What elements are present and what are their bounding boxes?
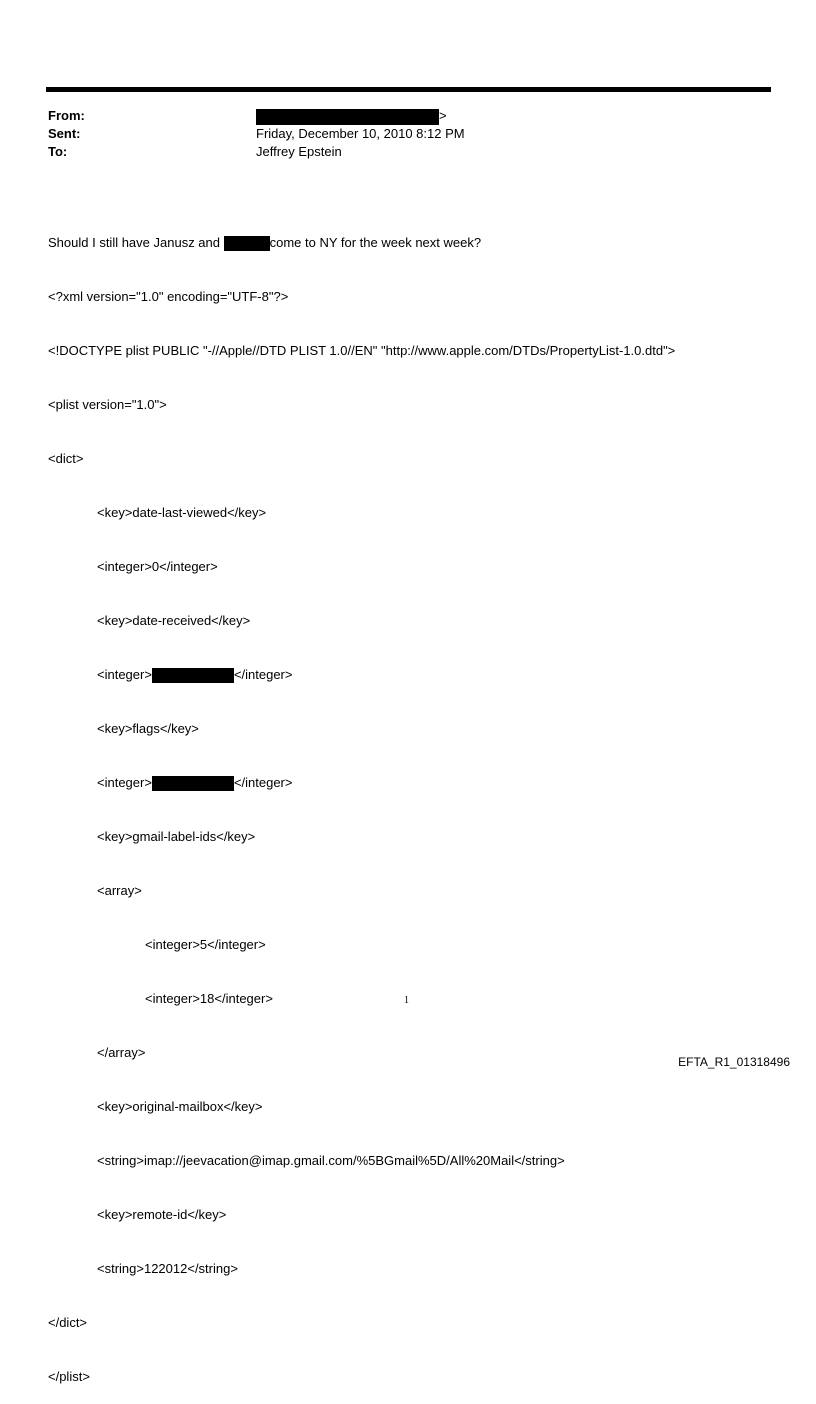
body-line: <integer> </integer>: [97, 667, 293, 682]
body-line: <key>remote-id</key>: [97, 1207, 227, 1222]
bates-number: EFTA_R1_01318496: [678, 1055, 790, 1069]
redaction-box: [224, 236, 270, 251]
to-value: Jeffrey Epstein: [256, 144, 342, 159]
body-line: <plist version="1.0">: [48, 397, 167, 412]
to-label: To:: [48, 144, 68, 159]
body-line: Should I still have Janusz and come to NY for the week next week?: [48, 235, 482, 250]
page-number: 1: [404, 995, 409, 1006]
redaction-box: [152, 776, 234, 791]
from-value: >: [256, 107, 447, 125]
body-line: <integer>18</integer>: [145, 991, 273, 1006]
sent-label: Sent:: [48, 126, 81, 141]
body-line: </dict>: [48, 1315, 88, 1330]
redaction-box: [152, 668, 234, 683]
body-line: <dict>: [48, 451, 84, 466]
body-line: <key>date-last-viewed</key>: [97, 505, 267, 520]
header-rule: [46, 87, 771, 92]
body-line: <key>original-mailbox</key>: [97, 1099, 263, 1114]
body-line: <key>gmail-label-ids</key>: [97, 829, 256, 844]
redaction-box: [256, 109, 439, 125]
body-line: </plist>: [48, 1369, 90, 1384]
body-line: <key>date-received</key>: [97, 613, 251, 628]
body-line: <key>flags</key>: [97, 721, 199, 736]
body-line: <integer>5</integer>: [145, 937, 266, 952]
body-line: <!DOCTYPE plist PUBLIC "-//Apple//DTD PLIST 1.0//EN" "http://www.apple.com/DTDs/PropertyList-1.0.dtd">: [48, 343, 676, 358]
sent-value: Friday, December 10, 2010 8:12 PM: [256, 126, 465, 141]
body-line: <?xml version="1.0" encoding="UTF-8"?>: [48, 289, 289, 304]
body-line: <integer>0</integer>: [97, 559, 218, 574]
body-line: </array>: [97, 1045, 146, 1060]
body-line: <string>imap://jeevacation@imap.gmail.com/%5BGmail%5D/All%20Mail</string>: [97, 1153, 565, 1168]
body-line: <string>122012</string>: [97, 1261, 238, 1276]
body-line: <array>: [97, 883, 142, 898]
email-body: [48, 198, 675, 1404]
body-line: <integer> </integer>: [97, 775, 293, 790]
from-label: From:: [48, 108, 85, 123]
